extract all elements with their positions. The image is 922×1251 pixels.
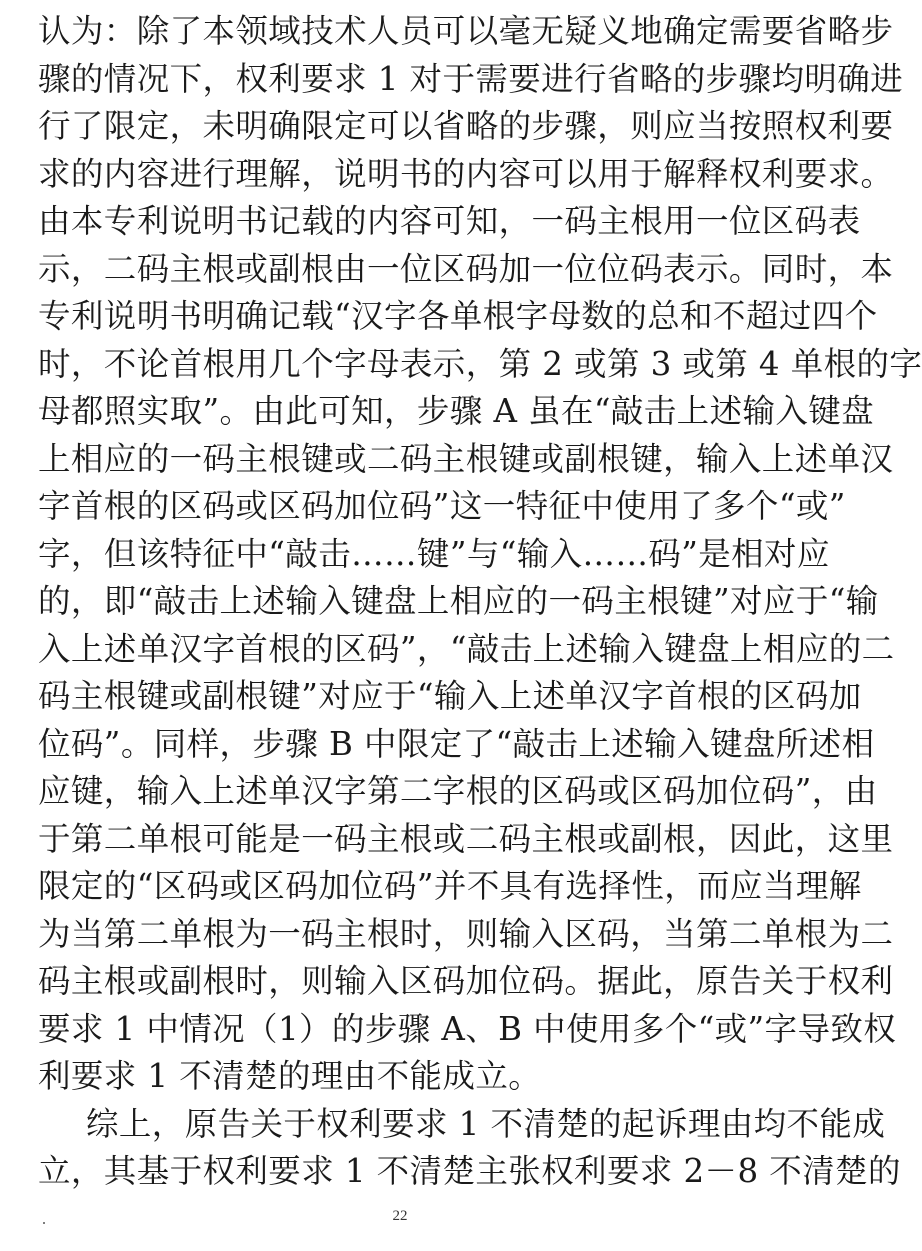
- text-line: 立，其基于权利要求 1 不清楚主张权利要求 2－8 不清楚的: [38, 1152, 901, 1191]
- text-line: 骤的情况下，权利要求 1 对于需要进行省略的步骤均明确进: [38, 59, 904, 98]
- text-line: 码主根或副根时，则输入区码加位码。据此，原告关于权利: [38, 962, 894, 1001]
- text-line: 示，二码主根或副根由一位区码加一位位码表示。同时，本: [38, 249, 894, 288]
- text-line: 于第二单根可能是一码主根或二码主根或副根，因此，这里: [38, 819, 894, 858]
- text-line-paragraph-end: 利要求 1 不清楚的理由不能成立。: [38, 1057, 542, 1096]
- text-line: 应键，输入上述单汉字第二字根的区码或区码加位码”，由: [38, 772, 878, 811]
- text-line: 认为：除了本领域技术人员可以毫无疑义地确定需要省略步: [38, 12, 894, 50]
- text-line: 要求 1 中情况（1）的步骤 A、B 中使用多个“或”字导致权: [38, 1009, 897, 1048]
- text-line: 专利说明书明确记载“汉字各单根字母数的总和不超过四个: [38, 297, 878, 336]
- text-line: 码主根键或副根键”对应于“输入上述单汉字首根的区码加: [38, 677, 862, 716]
- text-line: 字首根的区码或区码加位码”这一特征中使用了多个“或”: [38, 487, 846, 526]
- text-line: 由本专利说明书记载的内容可知，一码主根用一位区码表: [38, 202, 861, 241]
- text-line: 为当第二单根为一码主根时，则输入区码，当第二单根为二: [38, 914, 894, 953]
- text-line: 的，即“敲击上述输入键盘上相应的一码主根键”对应于“输: [38, 582, 879, 621]
- text-line-paragraph-start: 综上，原告关于权利要求 1 不清楚的起诉理由均不能成: [86, 1104, 886, 1143]
- text-line: 字，但该特征中“敲击……键”与“输入……码”是相对应: [38, 534, 830, 573]
- page-number: 22: [392, 1208, 408, 1224]
- text-line: 时，不论首根用几个字母表示，第 2 或第 3 或第 4 单根的字: [38, 344, 922, 383]
- text-line: 行了限定，未明确限定可以省略的步骤，则应当按照权利要: [38, 107, 894, 146]
- text-line: 限定的“区码或区码加位码”并不具有选择性，而应当理解: [38, 867, 862, 906]
- text-line: 母都照实取”。由此可知，步骤 A 虽在“敲击上述输入键盘: [38, 392, 875, 431]
- text-line: 求的内容进行理解，说明书的内容可以用于解释权利要求。: [38, 154, 894, 193]
- text-line: 上相应的一码主根键或二码主根键或副根键，输入上述单汉: [38, 439, 894, 478]
- text-line: 入上述单汉字首根的区码”，“敲击上述输入键盘上相应的二: [38, 629, 895, 668]
- text-line: 位码”。同样，步骤 B 中限定了“敲击上述输入键盘所述相: [38, 724, 875, 763]
